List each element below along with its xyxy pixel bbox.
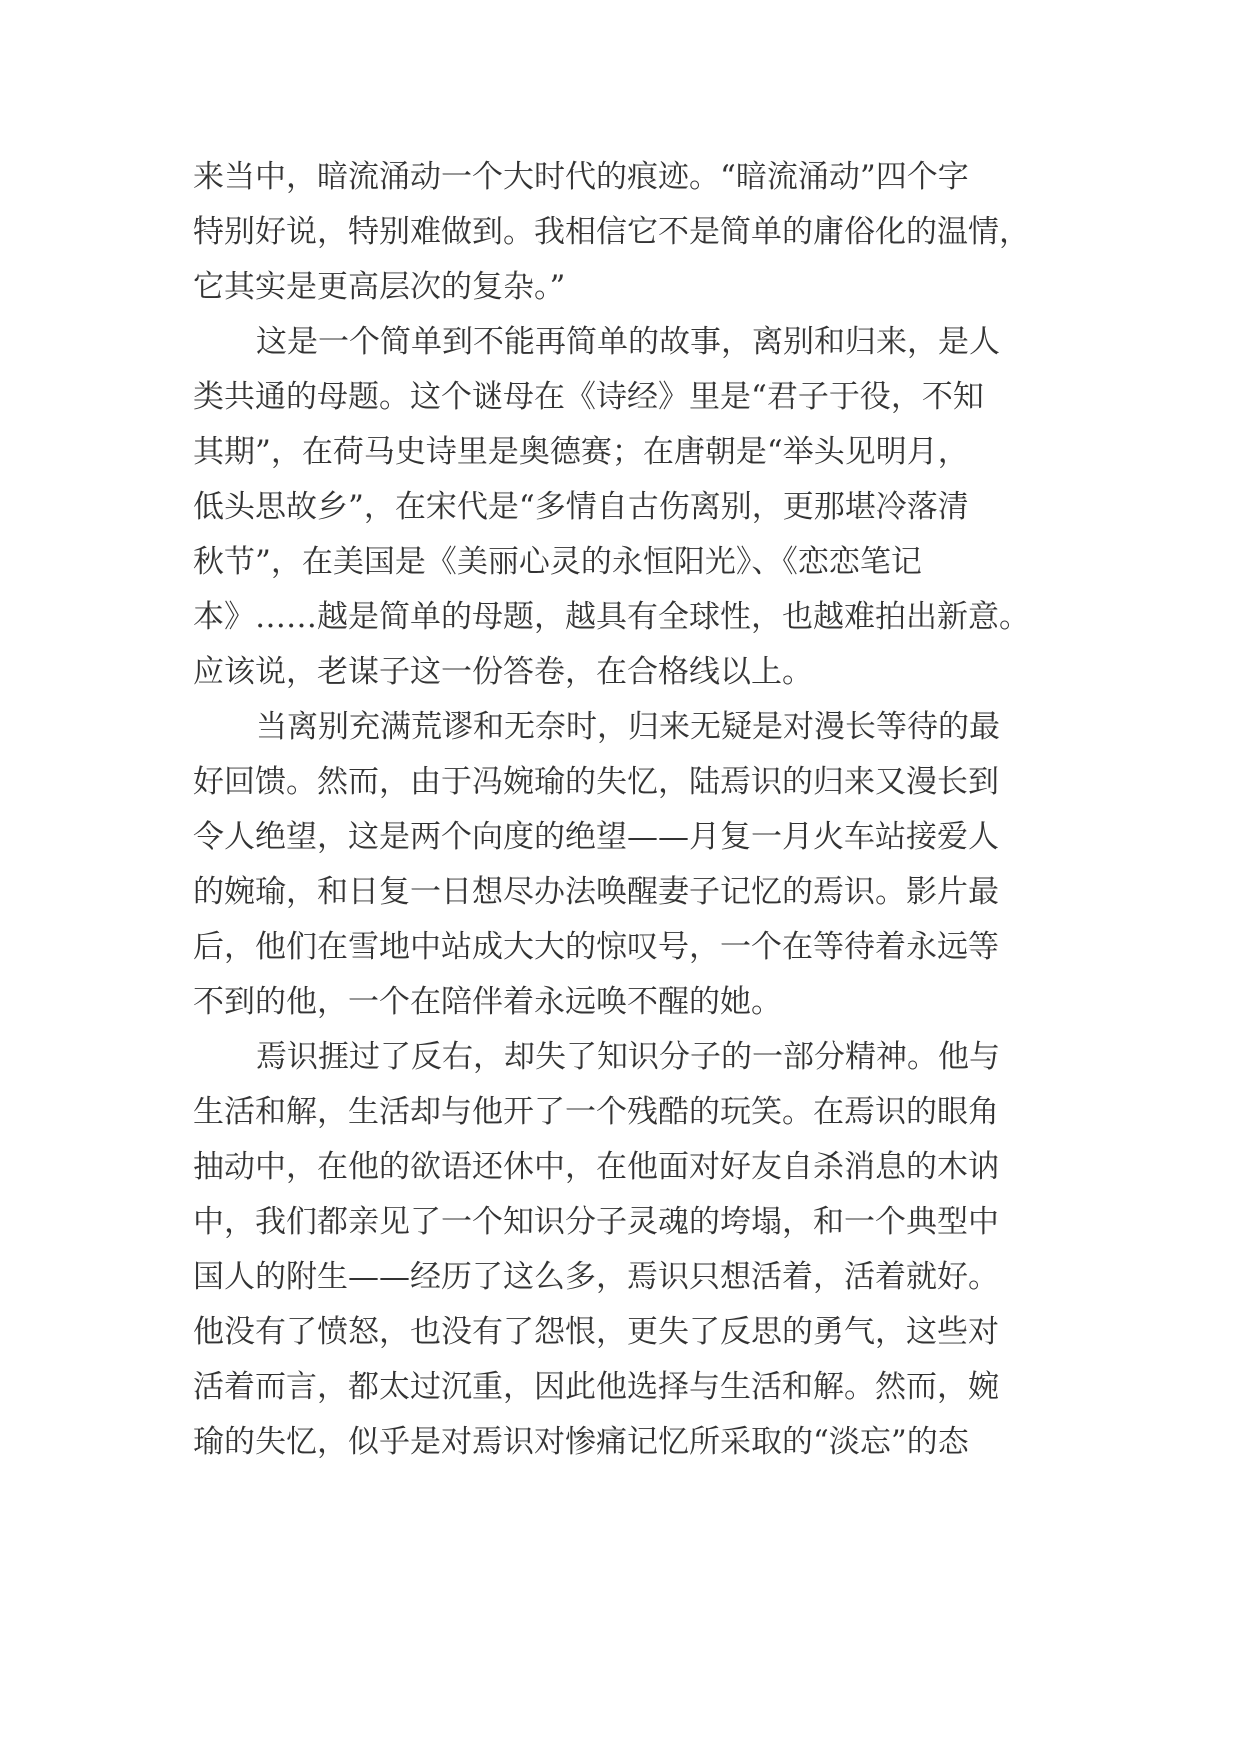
text-line: 秋节”，在美国是《美丽心灵的永恒阳光》、《恋恋笔记	[193, 544, 922, 580]
text-line: 生活和解，生活却与他开了一个残酷的玩笑。在焉识的眼角	[193, 1094, 999, 1130]
text-line: 的婉瑜，和日复一日想尽办法唤醒妻子记忆的焉识。影片最	[193, 874, 999, 910]
text-line: 本》……越是简单的母题，越具有全球性，也越难拍出新意。	[193, 599, 1030, 635]
text-line: 这是一个简单到不能再简单的故事，离别和归来，是人	[256, 324, 1000, 360]
text-line: 不到的他，一个在陪伴着永远唤不醒的她。	[193, 984, 782, 1020]
text-line: 当离别充满荒谬和无奈时，归来无疑是对漫长等待的最	[256, 709, 1000, 745]
text-line: 中，我们都亲见了一个知识分子灵魂的垮塌，和一个典型中	[193, 1204, 999, 1240]
text-line: 应该说，老谋子这一份答卷，在合格线以上。	[193, 654, 813, 690]
text-line: 他没有了愤怒，也没有了怨恨，更失了反思的勇气，这些对	[193, 1314, 999, 1350]
text-line: 低头思故乡”，在宋代是“多情自古伤离别，更那堪冷落清	[193, 489, 969, 525]
text-line: 抽动中，在他的欲语还休中，在他面对好友自杀消息的木讷	[193, 1149, 999, 1185]
text-line: 国人的附生——经历了这么多，焉识只想活着，活着就好。	[193, 1259, 999, 1295]
text-line: 令人绝望，这是两个向度的绝望——月复一月火车站接爱人	[193, 819, 999, 855]
text-line: 来当中，暗流涌动一个大时代的痕迹。“暗流涌动”四个字	[193, 159, 969, 195]
text-line: 它其实是更高层次的复杂。”	[193, 269, 566, 305]
text-line: 其期”，在荷马史诗里是奥德赛；在唐朝是“举头见明月，	[193, 434, 969, 470]
text-line: 类共通的母题。这个谜母在《诗经》里是“君子于役，不知	[193, 379, 984, 415]
text-line: 活着而言，都太过沉重，因此他选择与生活和解。然而，婉	[193, 1369, 999, 1405]
text-line: 特别好说，特别难做到。我相信它不是简单的庸俗化的温情，	[193, 214, 1030, 250]
text-line: 瑜的失忆，似乎是对焉识对惨痛记忆所采取的“淡忘”的态	[193, 1424, 969, 1460]
text-line: 后，他们在雪地中站成大大的惊叹号，一个在等待着永远等	[193, 929, 999, 965]
text-line: 焉识捱过了反右，却失了知识分子的一部分精神。他与	[256, 1039, 1000, 1075]
text-line: 好回馈。然而，由于冯婉瑜的失忆，陆焉识的归来又漫长到	[193, 764, 999, 800]
